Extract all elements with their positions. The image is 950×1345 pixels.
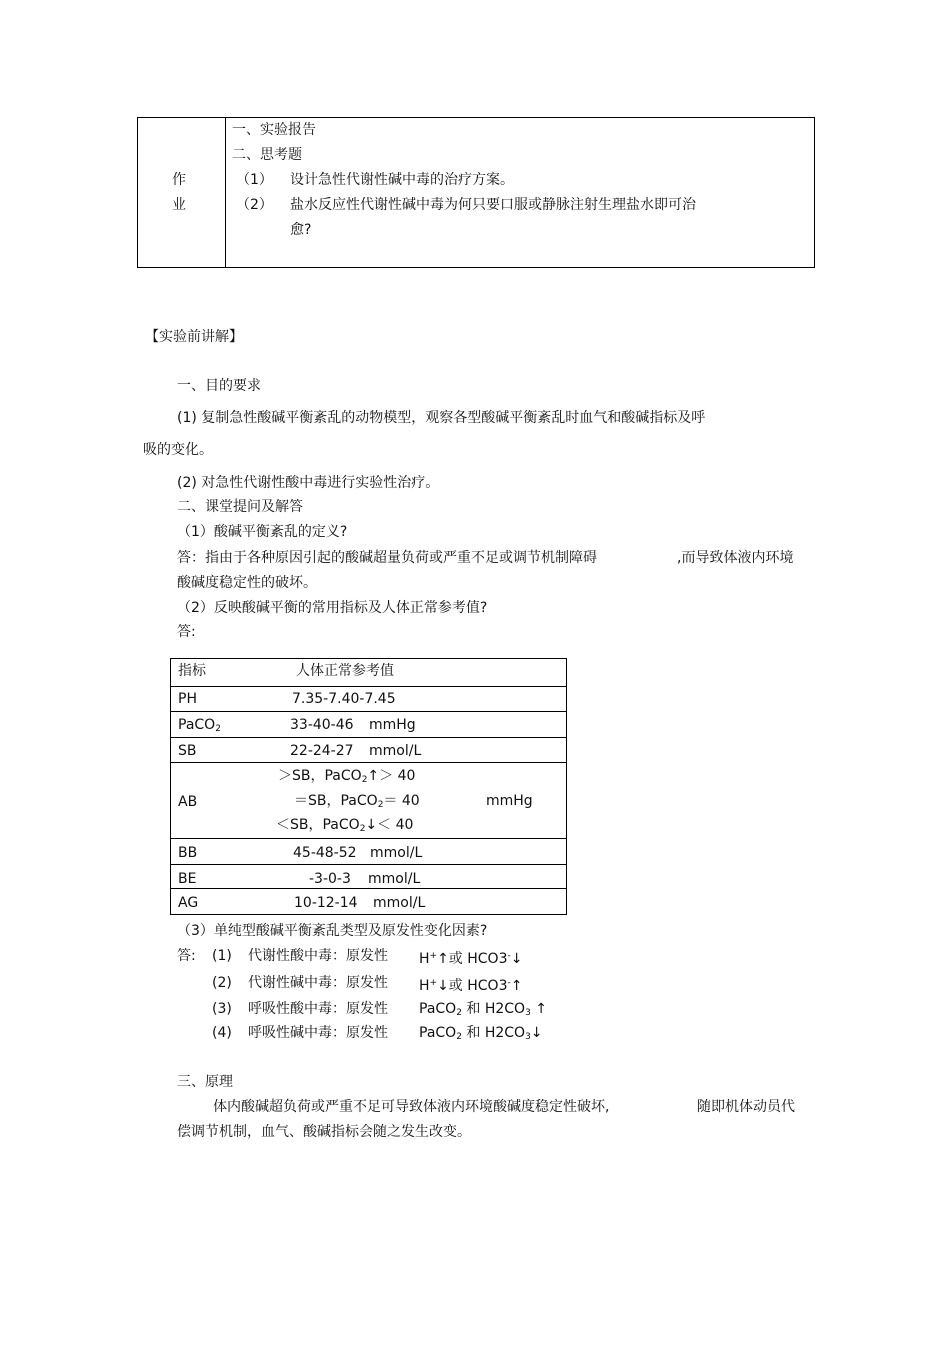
answer-1b: ,而导致体液内环境 <box>677 550 794 566</box>
table-header-reference: 人体正常参考值 <box>296 663 394 679</box>
row-ab-line-2: ＝SB，PaCO$_2$＝ 40 <box>294 793 420 810</box>
answer-1a: 答：指由于各种原因引起的酸碱超量负荷或严重不足或调节机制障碍 <box>177 550 597 566</box>
homework-item1-text: 设计急性代谢性碱中毒的治疗方案。 <box>290 172 514 188</box>
table-rule <box>171 838 566 839</box>
homework-label-1: 作 <box>172 172 186 188</box>
table-rule <box>171 711 566 712</box>
answer-1c: 酸碱度稳定性的破坏。 <box>177 575 317 591</box>
row-sb-unit: mmol/L <box>369 743 422 759</box>
table-rule <box>171 762 566 763</box>
answer-3-item-4-factor: PaCO$_2$ 和 $H2CO_3↓$ <box>419 1025 543 1042</box>
row-ab-line-3: ＜SB，PaCO$_2$↓＜ 40 <box>276 817 414 834</box>
answer-3-item-4-num: (4) <box>212 1025 232 1041</box>
row-bb-unit: mmol/L <box>370 845 423 861</box>
answer-3-prefix: 答: <box>177 948 196 964</box>
table-rule <box>171 686 566 687</box>
answer-3-item-4-label: 呼吸性碱中毒：原发性 <box>248 1025 388 1041</box>
answer-3-item-3-label: 呼吸性酸中毒：原发性 <box>248 1001 388 1017</box>
part3-paragraph-b: 随即机体动员代 <box>697 1099 795 1115</box>
row-ab-name: AB <box>178 794 198 810</box>
table-rule <box>171 737 566 738</box>
question-3: （3）单纯型酸碱平衡紊乱类型及原发性变化因素? <box>177 923 488 939</box>
row-ag-unit: mmol/L <box>373 895 426 911</box>
part1-heading: 一、目的要求 <box>177 378 261 394</box>
row-bb-value: 45-48-52 <box>293 845 357 861</box>
part2-heading: 二、课堂提问及解答 <box>177 499 303 515</box>
part3-paragraph-a: 体内酸碱超负荷或严重不足可导致体液内环境酸碱度稳定性破坏, <box>213 1099 610 1115</box>
table-rule <box>171 888 566 889</box>
row-ab-line-1: ＞SB，PaCO$_2$↑＞ 40 <box>278 768 416 785</box>
answer-3-item-2-num: (2) <box>212 975 232 991</box>
row-ag-name: AG <box>178 895 199 911</box>
homework-label-2: 业 <box>172 197 186 213</box>
answer-2-prefix: 答: <box>177 624 196 640</box>
answer-3-item-1-label: 代谢性酸中毒：原发性 <box>248 948 388 964</box>
row-ph-name: PH <box>178 691 197 707</box>
homework-item2-cont: 愈? <box>290 222 312 238</box>
row-be-unit: mmol/L <box>368 871 421 887</box>
table-header-indicator: 指标 <box>178 663 206 679</box>
row-ab-unit: mmHg <box>486 793 533 809</box>
answer-3-item-2-factor: H+↓或 HCO3-↑ <box>419 978 523 994</box>
homework-line-2: 二、思考题 <box>232 147 302 163</box>
question-2: （2）反映酸碱平衡的常用指标及人体正常参考值? <box>177 600 488 616</box>
row-ag-value: 10-12-14 <box>294 895 358 911</box>
row-paco2-value: 33-40-46 <box>290 717 354 733</box>
table-rule <box>171 864 566 865</box>
row-be-value: -3-0-3 <box>309 871 351 887</box>
answer-3-item-1-factor: H+↑或 HCO3-↓ <box>419 951 523 967</box>
homework-table <box>137 117 815 268</box>
homework-item2-num: （2） <box>236 197 273 213</box>
section-header: 【实验前讲解】 <box>145 329 243 345</box>
homework-line-1: 一、实验报告 <box>232 122 316 138</box>
answer-3-item-1-num: (1) <box>212 948 232 964</box>
part3-paragraph-c: 偿调节机制，血气、酸碱指标会随之发生改变。 <box>177 1124 471 1140</box>
answer-3-item-3-num: (3) <box>212 1001 232 1017</box>
question-1: （1）酸碱平衡紊乱的定义? <box>177 524 348 540</box>
table-divider <box>225 118 226 267</box>
homework-item1-num: （1） <box>236 172 273 188</box>
answer-3-item-2-label: 代谢性碱中毒：原发性 <box>248 975 388 991</box>
row-sb-value: 22-24-27 <box>290 743 354 759</box>
row-ph-value: 7.35-7.40-7.45 <box>292 691 396 707</box>
row-paco2-unit: mmHg <box>369 717 416 733</box>
homework-item2-text: 盐水反应性代谢性碱中毒为何只要口服或静脉注射生理盐水即可治 <box>290 197 696 213</box>
answer-3-item-3-factor: PaCO$_2$ 和 $H2CO_3$ ↑ <box>419 1001 547 1018</box>
part3-heading: 三、原理 <box>177 1074 233 1090</box>
row-be-name: BE <box>178 871 197 887</box>
row-sb-name: SB <box>178 743 197 759</box>
row-paco2-name: PaCO$_2$ <box>178 717 221 734</box>
row-bb-name: BB <box>178 845 198 861</box>
part1-paragraph-1a: (1) 复制急性酸碱平衡紊乱的动物模型，观察各型酸碱平衡紊乱时血气和酸碱指标及呼 <box>177 410 706 426</box>
part1-paragraph-2: (2) 对急性代谢性酸中毒进行实验性治疗。 <box>177 475 440 491</box>
part1-paragraph-1b: 吸的变化。 <box>143 442 213 458</box>
